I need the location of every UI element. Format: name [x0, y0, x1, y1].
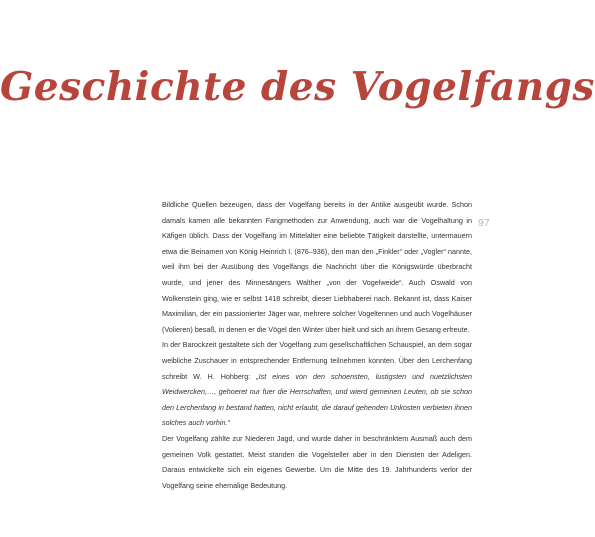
- paragraph-text: Bildliche Quellen bezeugen, dass der Vogelfang bereits in der Antike ausgeübt wurde. Schon damals kamen alle bekannten Fangmethoden zur Anwendung, auch war die Vogelhaltung in Käfigen üblich. Dass der Vogelfang im Mittelalter eine beliebte Tätigkeit darstellte, untermauern etwa die Beinamen von König Heinrich I. (876–936), den man den „Finkler“ oder „Vogler“ nannte, weil ihm bei der Ausübung des Vogelfangs die Nachricht über die Königswürde überbracht wurde, und jener des Minnesängers Walther „von der Vogelweide“. Auch Oswald von Wolkenstein ging, wie er selbst 1418 schreibt, dieser Liebhaberei nach. Bekannt ist, dass Kaiser Maximilian, der ein passionierter Jäger war, mehrere solcher Vogeltennen und auch Vogelhäuser (Volieren) besaß, in denen er die Vögel den Winter über hielt und sich an ihrem Gesang erfreute.: [162, 200, 472, 334]
- paragraph-text: Der Vogelfang zählte zur Niederen Jagd, und wurde daher in beschränktem Ausmaß auch dem gemeinen Volk gestattet. Meist standen die Vogelsteller aber in den Diensten der Adeligen. Daraus entwickelte sich ein eigenes Gewerbe. Um die Mitte des 19. Jahrhunderts verlor der Vogelfang seine ehemalige Bedeutung.: [162, 433, 472, 490]
- paragraph-niedere-jagd: [162, 431, 472, 493]
- page-title: Geschichte des Vogelfangs: [0, 64, 595, 111]
- page-number: 97: [478, 217, 490, 229]
- paragraph-barockzeit: [162, 337, 472, 431]
- hohberg-quote: „Ist eines von den schoensten, lustigsten und nuetzlichsten Weidwercken,…, gehoeret nur fuer die Herrschaften, und wierd gemeinen Leuten, ob sie schon den Lerchenfang in bestand hatten, nicht erlaubt, die darauf gehenden Unkosten verbieten ihnen solches auch vorhin.“: [162, 371, 472, 428]
- article-body: [162, 197, 472, 493]
- paragraph-text: In der Barockzeit gestaltete sich der Vogelfang zum gesellschaftlichen Schauspiel, an dem sogar weibliche Zuschauer in entsprechender Entfernung teilnehmen konnten. Über den Lerchenfang schreibt W. H. Hohberg:: [162, 340, 472, 381]
- paragraph-antike-mittelalter: [162, 197, 472, 337]
